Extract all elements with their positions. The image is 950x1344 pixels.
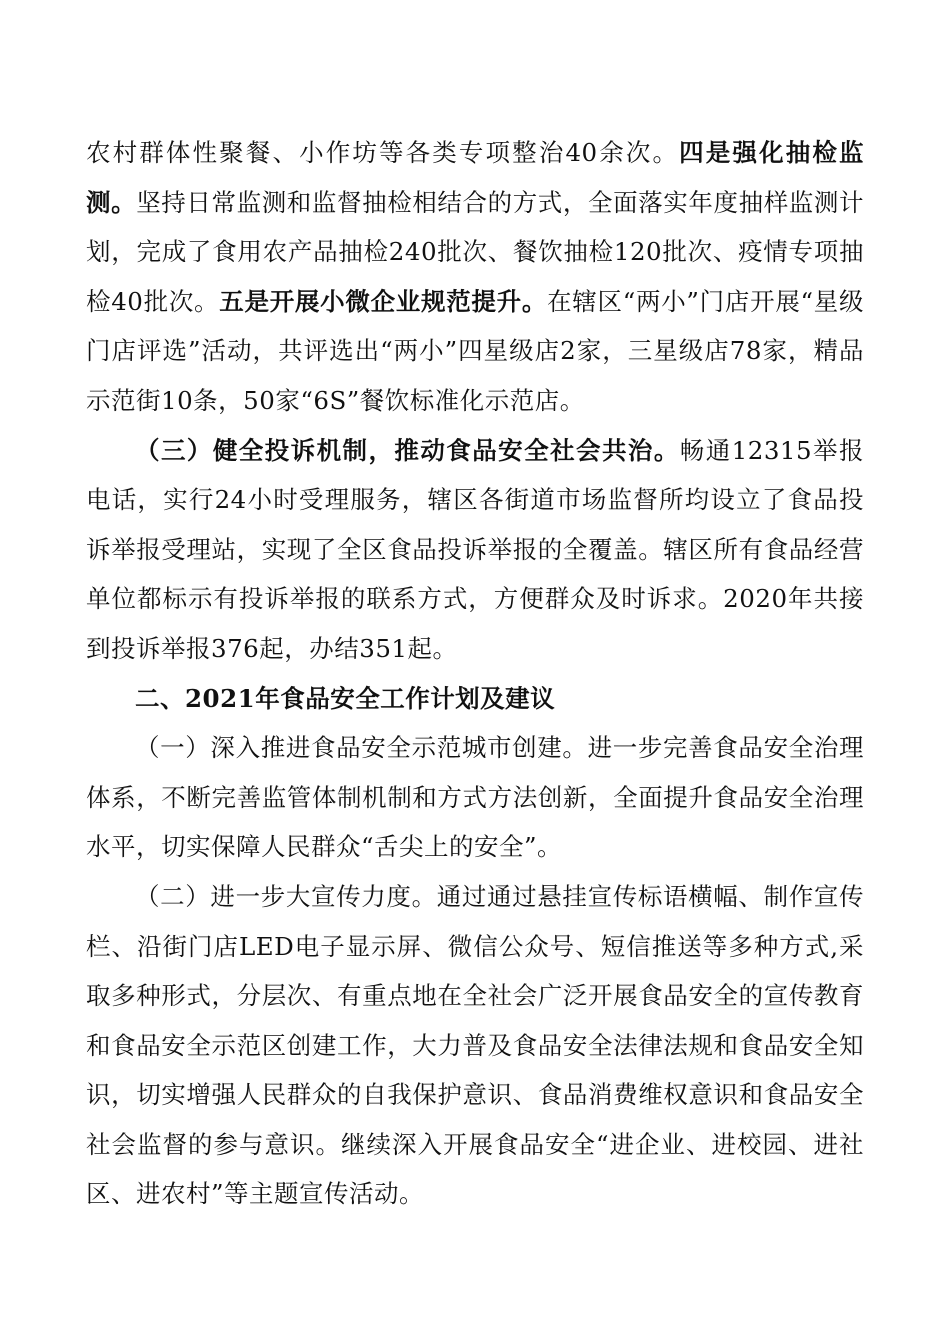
section-heading-2021-plan	[86, 674, 864, 724]
bold-run-inspection: 四是强化抽检监测。	[86, 138, 864, 217]
text-run: 农村群体性聚餐、小作坊等各类专项整治40余次。	[86, 138, 680, 167]
document-page	[86, 128, 864, 1219]
paragraph-publicity	[86, 872, 864, 1219]
paragraph-rectification-inspection	[86, 128, 864, 426]
paragraph-demo-city	[86, 723, 864, 872]
text-run: （二）进一步大宣传力度。通过通过悬挂宣传标语横幅、制作宣传栏、沿街门店LED电子显示屏、微信公众号、短信推送等多种方式,采取多种形式，分层次、有重点地在全社会广泛开展食品安全的宣传教育和食品安全示范区创建工作，大力普及食品安全法律法规和食品安全知识，切实增强人民群众的自我保护意识、食品消费维权意识和食品安全社会监督的参与意识。继续深入开展食品安全“进企业、进校园、进社区、进农村”等主题宣传活动。	[86, 881, 864, 1209]
paragraph-complaint-mechanism	[86, 426, 864, 674]
bold-run-complaint-heading: （三）健全投诉机制，推动食品安全社会共治。	[135, 435, 680, 465]
bold-run-small-business: 五是开展小微企业规范提升。	[219, 286, 548, 316]
text-run: 畅通12315举报电话，实行24小时受理服务，辖区各街道市场监督所均设立了食品投诉举报受理站，实现了全区食品投诉举报的全覆盖。辖区所有食品经营单位都标示有投诉举报的联系方式，方便群众及时诉求。2020年共接到投诉举报376起，办结351起。	[86, 435, 864, 663]
heading-text: 二、2021年食品安全工作计划及建议	[135, 683, 556, 713]
text-run: 坚持日常监测和监督抽检相结合的方式，全面落实年度抽样监测计划，完成了食用农产品抽检240批次、餐饮抽检120批次、疫情专项抽检40批次。	[86, 187, 865, 316]
text-run: 在辖区“两小”门店开展“星级门店评选”活动，共评选出“两小”四星级店2家，三星级店78家，精品示范街10条，50家“6S”餐饮标准化示范店。	[86, 286, 864, 415]
text-run: （一）深入推进食品安全示范城市创建。进一步完善食品安全治理体系，不断完善监管体制机制和方式方法创新，全面提升食品安全治理水平，切实保障人民群众“舌尖上的安全”。	[86, 733, 864, 862]
